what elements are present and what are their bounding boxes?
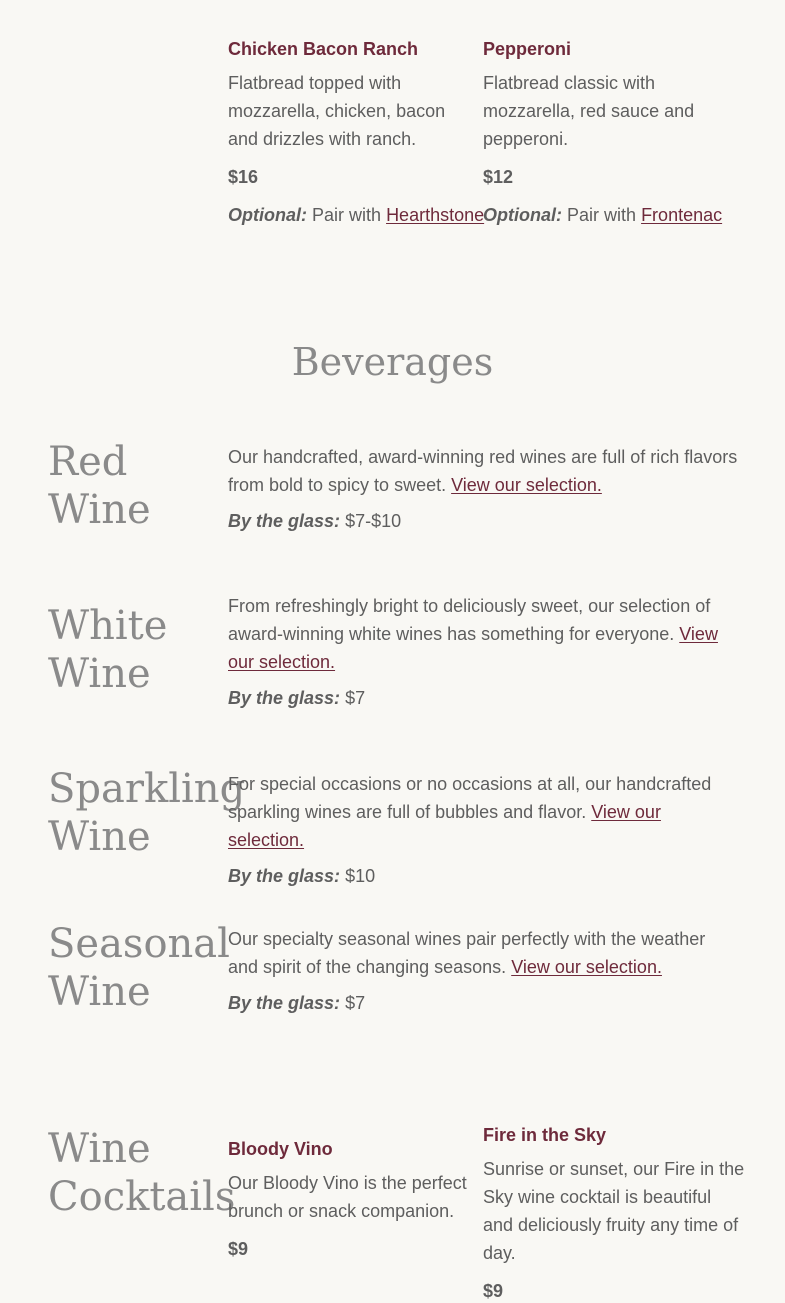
glass-label: By the glass: bbox=[228, 688, 341, 708]
optional-label: Optional: bbox=[483, 205, 562, 225]
pair-text: Pair with bbox=[312, 205, 382, 225]
title-line: Seasonal bbox=[48, 921, 230, 967]
item-description: Flatbread classic with mozzarella, red sauce and pepperoni. bbox=[483, 73, 695, 149]
menu-item-pepperoni bbox=[483, 37, 733, 227]
cocktail-item-fire-in-the-sky bbox=[483, 1123, 745, 1303]
item-name: Bloody Vino bbox=[228, 1139, 333, 1159]
beverages-heading: Beverages bbox=[291, 340, 494, 384]
item-description: Sunrise or sunset, our Fire in the Sky wine cocktail is beautiful and deliciously fruity any time of day. bbox=[483, 1159, 745, 1263]
glass-price bbox=[228, 509, 740, 533]
item-price: $16 bbox=[228, 167, 259, 187]
glass-value: $7 bbox=[345, 993, 366, 1013]
description-text: Our handcrafted, award-winning red wines are full of rich flavors from bold to spicy to sweet. bbox=[228, 447, 738, 495]
view-selection-link-seasonal[interactable]: View our selection. bbox=[511, 957, 662, 977]
title-line: Sparkling bbox=[48, 766, 246, 812]
red-wine-title bbox=[48, 438, 218, 534]
glass-price bbox=[228, 864, 740, 888]
glass-value: $7 bbox=[345, 688, 366, 708]
item-name: Chicken Bacon Ranch bbox=[228, 39, 419, 59]
item-price: $9 bbox=[483, 1281, 504, 1301]
item-description: Flatbread topped with mozzarella, chicken, bacon and drizzles with ranch. bbox=[228, 73, 446, 149]
item-name: Fire in the Sky bbox=[483, 1125, 607, 1145]
cocktail-item-bloody-vino bbox=[228, 1137, 473, 1261]
title-line: Wine bbox=[48, 814, 151, 860]
seasonal-wine-body bbox=[228, 925, 740, 1015]
description-text: For special occasions or no occasions at all, our handcrafted sparkling wines are full of bubbles and flavor. bbox=[228, 774, 712, 822]
title-line: Red bbox=[48, 439, 128, 485]
white-wine-title bbox=[48, 602, 218, 698]
menu-item-chicken-bacon-ranch bbox=[228, 37, 485, 227]
title-line: Wine bbox=[48, 969, 151, 1015]
glass-label: By the glass: bbox=[228, 866, 341, 886]
title-line: White bbox=[48, 603, 168, 649]
item-price: $12 bbox=[483, 167, 514, 187]
glass-value: $7-$10 bbox=[345, 511, 402, 531]
glass-label: By the glass: bbox=[228, 511, 341, 531]
item-price: $9 bbox=[228, 1239, 249, 1259]
description-text: Our specialty seasonal wines pair perfectly with the weather and spirit of the changing seasons. bbox=[228, 929, 706, 977]
item-name: Pepperoni bbox=[483, 39, 572, 59]
view-selection-link-white[interactable]: View our selection. bbox=[228, 624, 718, 672]
white-wine-description bbox=[228, 592, 740, 676]
title-line: Wine bbox=[48, 1126, 151, 1172]
glass-price bbox=[228, 991, 740, 1015]
description-text: From refreshingly bright to deliciously sweet, our selection of award-winning white wines has something for everyone. bbox=[228, 596, 711, 644]
view-selection-link-sparkling[interactable]: View our selection. bbox=[228, 802, 661, 850]
sparkling-wine-description bbox=[228, 770, 740, 854]
title-line: Wine bbox=[48, 487, 151, 533]
white-wine-body bbox=[228, 592, 740, 710]
seasonal-wine-description bbox=[228, 925, 740, 981]
sparkling-wine-title bbox=[48, 765, 246, 861]
glass-price bbox=[228, 686, 740, 710]
pairing-note bbox=[228, 203, 485, 227]
sparkling-wine-body bbox=[228, 770, 740, 888]
glass-value: $10 bbox=[345, 866, 376, 886]
pair-link-hearthstone[interactable]: Hearthstone bbox=[386, 205, 485, 225]
seasonal-wine-title bbox=[48, 920, 230, 1016]
pairing-note bbox=[483, 203, 733, 227]
optional-label: Optional: bbox=[228, 205, 307, 225]
pair-text: Pair with bbox=[567, 205, 637, 225]
glass-label: By the glass: bbox=[228, 993, 341, 1013]
red-wine-body bbox=[228, 443, 740, 533]
item-description: Our Bloody Vino is the perfect brunch or snack companion. bbox=[228, 1173, 467, 1221]
view-selection-link-red[interactable]: View our selection. bbox=[451, 475, 602, 495]
title-line: Cocktails bbox=[48, 1174, 236, 1220]
wine-cocktails-title bbox=[48, 1125, 236, 1221]
title-line: Wine bbox=[48, 651, 151, 697]
red-wine-description bbox=[228, 443, 740, 499]
pair-link-frontenac[interactable]: Frontenac bbox=[641, 205, 723, 225]
